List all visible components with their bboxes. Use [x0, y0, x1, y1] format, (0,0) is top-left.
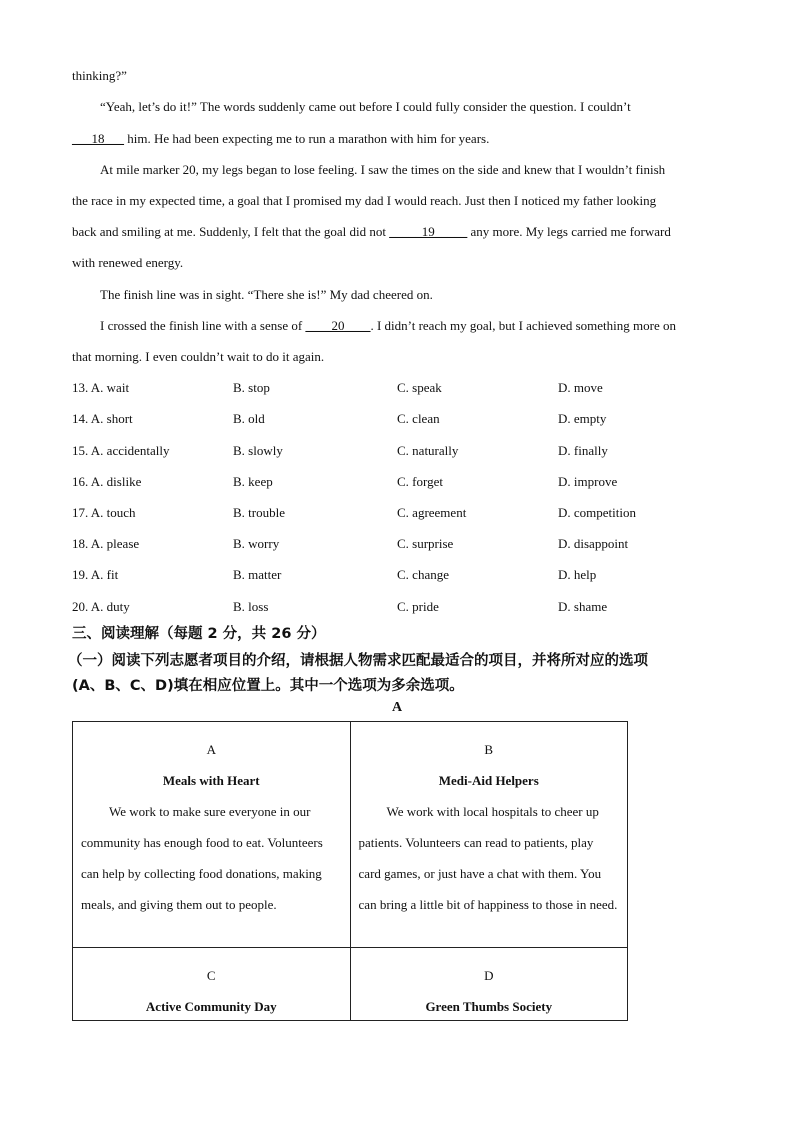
section-instructions: (A、B、C、D)填在相应位置上。其中一个选项为多余选项。 — [72, 678, 464, 694]
option-b: B. loss — [233, 599, 269, 614]
option-c: C. agreement — [397, 505, 467, 520]
project-title: Green Thumbs Society — [425, 999, 553, 1014]
project-cell-d — [350, 948, 627, 1021]
blank-19: _____19_____ — [389, 224, 468, 239]
passage-line — [72, 130, 489, 148]
option-d: D. help — [558, 567, 597, 582]
option-a: 16. A. dislike — [72, 474, 142, 489]
passage-text: . I didn’t reach my goal, but I achieved something more on — [370, 318, 676, 333]
option-d: D. move — [558, 380, 603, 395]
option-a: 18. A. please — [72, 536, 140, 551]
blank-18: ___18___ — [72, 131, 124, 146]
passage-line — [72, 223, 671, 241]
passage-line: that morning. I even couldn’t wait to do it again. — [72, 349, 325, 364]
option-d: D. competition — [558, 505, 636, 520]
option-c: C. surprise — [397, 536, 454, 551]
project-title: Active Community Day — [145, 999, 277, 1014]
project-letter: B — [484, 742, 494, 757]
option-d: D. improve — [558, 474, 618, 489]
option-c: C. forget — [397, 474, 443, 489]
option-b: B. stop — [233, 380, 270, 395]
option-b: B. worry — [233, 536, 280, 551]
option-c: C. pride — [397, 599, 439, 614]
passage-line: thinking?” — [72, 68, 127, 83]
passage-text: any more. My legs carried me forward — [467, 224, 671, 239]
section-instructions: （一）阅读下列志愿者项目的介绍，请根据人物需求匹配最适合的项目，并将所对应的选项 — [68, 653, 648, 669]
option-b: B. matter — [233, 567, 282, 582]
option-d: D. disappoint — [558, 536, 629, 551]
option-d: D. shame — [558, 599, 608, 614]
option-b: B. old — [233, 411, 265, 426]
option-b: B. slowly — [233, 443, 283, 458]
blank-20: ____20____ — [305, 318, 371, 333]
project-cell-c — [73, 948, 351, 1021]
option-a: 13. A. wait — [72, 380, 130, 395]
option-c: C. clean — [397, 411, 440, 426]
option-a: 17. A. touch — [72, 505, 136, 520]
option-d: D. empty — [558, 411, 607, 426]
passage-line: the race in my expected time, a goal that I promised my dad I would reach. Just then I noticed my father looking — [72, 193, 657, 208]
passage-line: At mile marker 20, my legs began to lose feeling. I saw the times on the side and knew that I wouldn’t finish — [100, 162, 666, 177]
passage-line — [100, 317, 676, 335]
project-title: Meals with Heart — [162, 773, 260, 788]
option-c: C. naturally — [397, 443, 459, 458]
option-b: B. trouble — [233, 505, 285, 520]
part-label: A — [391, 700, 403, 715]
passage-text: him. He had been expecting me to run a marathon with him for years. — [124, 131, 490, 146]
passage-line: “Yeah, let’s do it!” The words suddenly came out before I could fully consider the question. I couldn’t — [100, 99, 631, 114]
option-b: B. keep — [233, 474, 273, 489]
project-letter: A — [206, 742, 216, 757]
option-a: 14. A. short — [72, 411, 133, 426]
option-a: 15. A. accidentally — [72, 443, 170, 458]
project-letter: C — [206, 968, 216, 983]
project-table — [72, 721, 628, 1021]
option-c: C. speak — [397, 380, 442, 395]
project-description: We work with local hospitals to cheer up patients. Volunteers can read to patients, play card games, or just have a chat with them. You can bring a little bit of happiness to those in need. — [358, 804, 618, 912]
project-letter: D — [484, 968, 494, 983]
option-a: 20. A. duty — [72, 599, 130, 614]
option-a: 19. A. fit — [72, 567, 119, 582]
project-title: Medi-Aid Helpers — [438, 773, 539, 788]
passage-line: The finish line was in sight. “There she is!” My dad cheered on. — [100, 287, 433, 302]
option-d: D. finally — [558, 443, 608, 458]
passage-text: I crossed the finish line with a sense of — [100, 318, 306, 333]
project-description: We work to make sure everyone in our community has enough food to eat. Volunteers can help by collecting food donations, making meals, and giving them out to people. — [81, 804, 323, 912]
passage-text: back and smiling at me. Suddenly, I felt that the goal did not — [72, 224, 390, 239]
passage-line: with renewed energy. — [72, 255, 184, 270]
option-c: C. change — [397, 567, 449, 582]
section-heading: 三、阅读理解（每题 2 分，共 26 分） — [72, 626, 326, 642]
project-cell-b — [350, 722, 627, 948]
project-cell-a — [73, 722, 351, 948]
